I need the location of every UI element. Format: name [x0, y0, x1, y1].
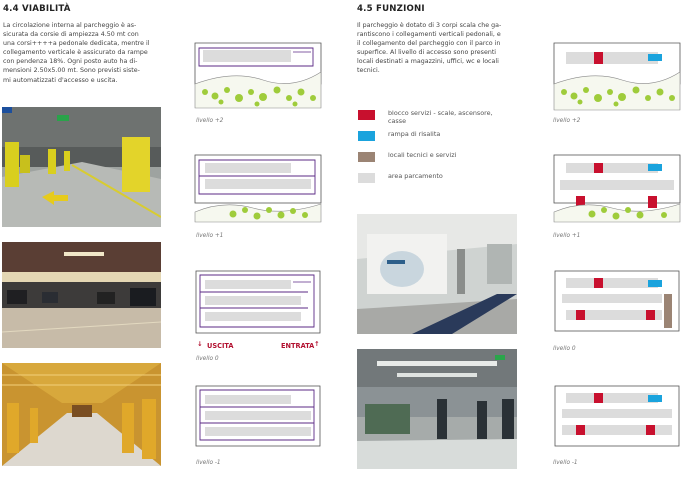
legend-swatch-services	[358, 110, 375, 120]
funzioni-paragraph: Il parcheggio è dotato di 3 corpi scala che ga- rantiscono i collegamenti verticali pedonali, e il collegamento del parcheggio con il parco in superfice. Al livello di accesso sono presenti locali destinati a magazzini, uffici, wc e locali tecnici.	[357, 22, 502, 75]
legend-swatch-technical	[358, 152, 375, 162]
legend-label: blocco servizi - scale, ascensore, casse	[388, 109, 493, 125]
funzioni-diagram-level-minus1	[552, 383, 682, 449]
viabilita-level-label: livello 0	[196, 356, 219, 362]
section-title-funzioni: 4.5 FUNZIONI	[357, 4, 425, 14]
funzioni-level-label: livello -1	[553, 460, 578, 466]
parking-photo-corridor	[2, 363, 161, 466]
funzioni-level-label: livello +1	[553, 233, 581, 239]
entry-arrow-icon: ↑	[314, 340, 320, 348]
viabilita-diagram-level-plus2	[193, 40, 323, 110]
section-title-viabilita: 4.4 VIABILITÀ	[3, 4, 71, 14]
viabilita-diagram-level-plus1	[193, 152, 323, 224]
exit-arrow-icon: ↓	[197, 340, 203, 348]
funzioni-level-label: livello 0	[553, 346, 576, 352]
interior-photo-information	[357, 214, 517, 334]
viabilita-diagram-level-0	[193, 268, 323, 336]
legend-label: area parcamento	[388, 172, 443, 180]
viabilita-level-label: livello +2	[196, 118, 224, 124]
viabilita-level-label: livello +1	[196, 233, 224, 239]
viabilita-diagram-level-minus1	[193, 383, 323, 449]
funzioni-diagram-level-plus2	[552, 40, 682, 112]
legend-label: locali tecnici e servizi	[388, 151, 457, 159]
legend-swatch-ramp	[358, 131, 375, 141]
funzioni-diagram-level-plus1	[552, 152, 682, 224]
viabilita-level-label: livello -1	[196, 460, 221, 466]
funzioni-diagram-level-0	[552, 268, 682, 336]
legend-label: rampa di risalita	[388, 130, 441, 138]
funzioni-level-label: livello +2	[553, 118, 581, 124]
interior-photo-hall	[357, 349, 517, 469]
entry-label: ENTRATA	[281, 342, 315, 350]
parking-photo-ramp	[2, 107, 161, 227]
viabilita-paragraph: La circolazione interna al parcheggio è as- sicurata da corsie di ampiezza 4.50 mt con una corsi++++a pedonale dedicata, mentre il collegamento verticale è assicurato da rampe con pendenza 18%. Ogni posto auto ha di- mensioni 2.50x5.00 mt. Sono previsti siste- mi automatizzati d'accesso e uscita.	[3, 22, 150, 84]
legend-swatch-parking	[358, 173, 375, 183]
exit-label: USCITA	[207, 342, 234, 350]
parking-photo-cars	[2, 242, 161, 348]
